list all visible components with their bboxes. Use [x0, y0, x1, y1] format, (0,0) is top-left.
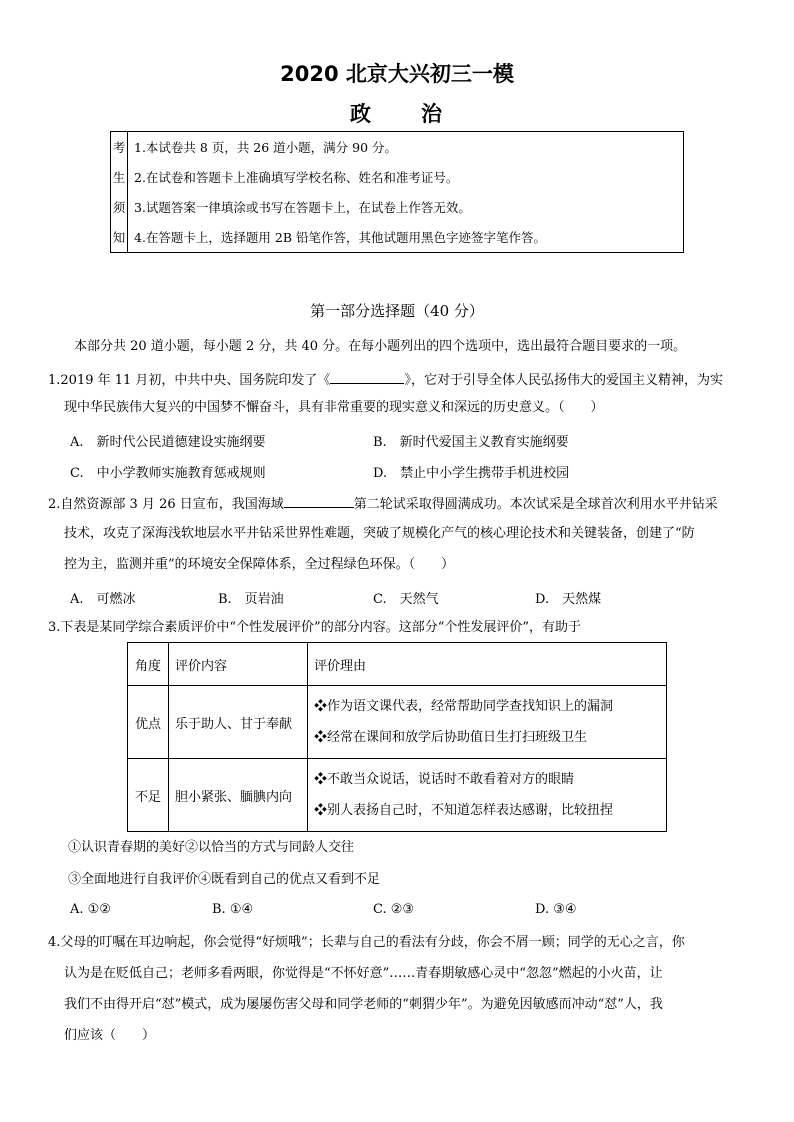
section-title: 第一部分选择题（40 分）	[310, 302, 484, 320]
exam-notice-table	[110, 131, 684, 253]
q4-line-1: 4.父母的叮嘱在耳边响起，你会觉得“好烦哦”；长辈与自己的看法有分歧，你会不屑一顾；同学的无心之言，你	[48, 935, 685, 950]
q4-line-3: 我们不由得开启“怼”模式，成为屡屡伤害父母和同学老师的“刺猬少年”。为避免因敏感而冲动“怼”人，我	[64, 997, 663, 1012]
table-header-cell: 角度	[128, 643, 169, 686]
exam-title: 2020 北京大兴初三一模	[280, 62, 514, 86]
reason-line: ❖不敢当众说话，说话时不敢看着对方的眼睛	[314, 772, 575, 787]
subject-char-2: 治	[421, 102, 444, 126]
notice-item: 4.在答题卡上，选择题用 2B 铅笔作答，其他试题用黑色字迹签字笔作答。	[128, 222, 684, 253]
q1-line-1: 1.2019 年 11 月初，中共中央、国务院印发了《 》，它对于引导全体人民弘扬伟大的爱国主义精神，为实	[48, 369, 748, 391]
q2-option-a: A. 可燃冰	[70, 592, 136, 607]
notice-item: 2.在试卷和答题卡上准确填写学校名称、姓名和准考证号。	[128, 162, 684, 192]
q3-option-a: A. ①②	[70, 902, 111, 917]
table-cell-reasons	[308, 759, 667, 832]
notice-side-char: 生	[111, 162, 128, 192]
notice-item: 3.试题答案一律填涂或书写在答题卡上，在试卷上作答无效。	[128, 192, 684, 222]
notice-side-char: 知	[111, 222, 128, 253]
q2-option-d: D. 天然煤	[535, 592, 602, 607]
q3-statement-1: ①认识青春期的美好②以恰当的方式与同龄人交往	[68, 840, 355, 855]
reason-line: ❖经常在课间和放学后协助值日生打扫班级卫生	[314, 730, 588, 745]
q1-option-b: B. 新时代爱国主义教育实施纲要	[373, 435, 569, 450]
table-row	[128, 759, 667, 832]
q2-line-2: 技术，攻克了深海浅软地层水平井钻采世界性难题，突破了规模化产气的核心理论技术和关键装备，创建了“防	[64, 526, 695, 541]
q1-option-a: A. 新时代公民道德建设实施纲要	[70, 435, 266, 450]
q4-line-4: 们应该（ ）	[64, 1028, 156, 1043]
q3-option-d: D. ③④	[535, 902, 577, 917]
table-cell-angle: 不足	[128, 759, 169, 832]
reason-line: ❖作为语文课代表，经常帮助同学查找知识上的漏洞	[314, 699, 614, 714]
q2-option-b: B. 页岩油	[218, 592, 284, 607]
q2-line-3: 控为主，监测并重”的环境安全保障体系，全过程绿色环保。（ ）	[64, 557, 455, 572]
notice-side-char: 须	[111, 192, 128, 222]
table-header-cell: 评价内容	[169, 643, 308, 686]
reason-line: ❖别人表扬自己时，不知道怎样表达感谢，比较扭捏	[314, 803, 614, 818]
q1-line-2: 现中华民族伟大复兴的中国梦不懈奋斗，具有非常重要的现实意义和深远的历史意义。（ ）	[64, 400, 604, 415]
notice-side-char: 考	[111, 132, 128, 163]
section-intro: 本部分共 20 道小题，每小题 2 分，共 40 分。在每小题列出的四个选项中，选出最符合题目要求的一项。	[74, 339, 687, 354]
q2-option-c: C. 天然气	[373, 592, 439, 607]
subject-char-1: 政	[350, 102, 373, 126]
q3-option-c: C. ②③	[373, 902, 415, 917]
q3-statement-2: ③全面地进行自我评价④既看到自己的优点又看到不足	[68, 872, 381, 887]
table-cell-content: 乐于助人、甘于奉献	[169, 686, 308, 759]
q1-option-c: C. 中小学教师实施教育惩戒规则	[70, 466, 266, 481]
q3-line-1: 3.下表是某同学综合素质评价中“个性发展评价”的部分内容。这部分“个性发展评价”，有助于	[48, 620, 581, 635]
q2-answer-blank	[284, 493, 354, 508]
q3-option-b: B. ①④	[212, 902, 254, 917]
table-row	[128, 686, 667, 759]
q1-answer-blank	[330, 369, 404, 384]
table-cell-content: 胆小紧张、腼腆内向	[169, 759, 308, 832]
q4-line-2: 认为是在贬低自己；老师多看两眼，你觉得是“不怀好意”……青春期敏感心灵中“忽忽”燃起的小火苗，让	[64, 966, 663, 981]
subject-title	[0, 98, 794, 128]
table-header-cell: 评价理由	[308, 643, 667, 686]
q2-line-1: 2.自然资源部 3 月 26 日宣布，我国海域 第二轮试采取得圆满成功。本次试采是全球首次利用水平井钻采	[48, 493, 748, 515]
evaluation-table	[127, 642, 667, 832]
table-cell-reasons	[308, 686, 667, 759]
table-cell-angle: 优点	[128, 686, 169, 759]
notice-item: 1.本试卷共 8 页，共 26 道小题，满分 90 分。	[128, 132, 684, 163]
q1-option-d: D. 禁止中小学生携带手机进校园	[373, 466, 570, 481]
